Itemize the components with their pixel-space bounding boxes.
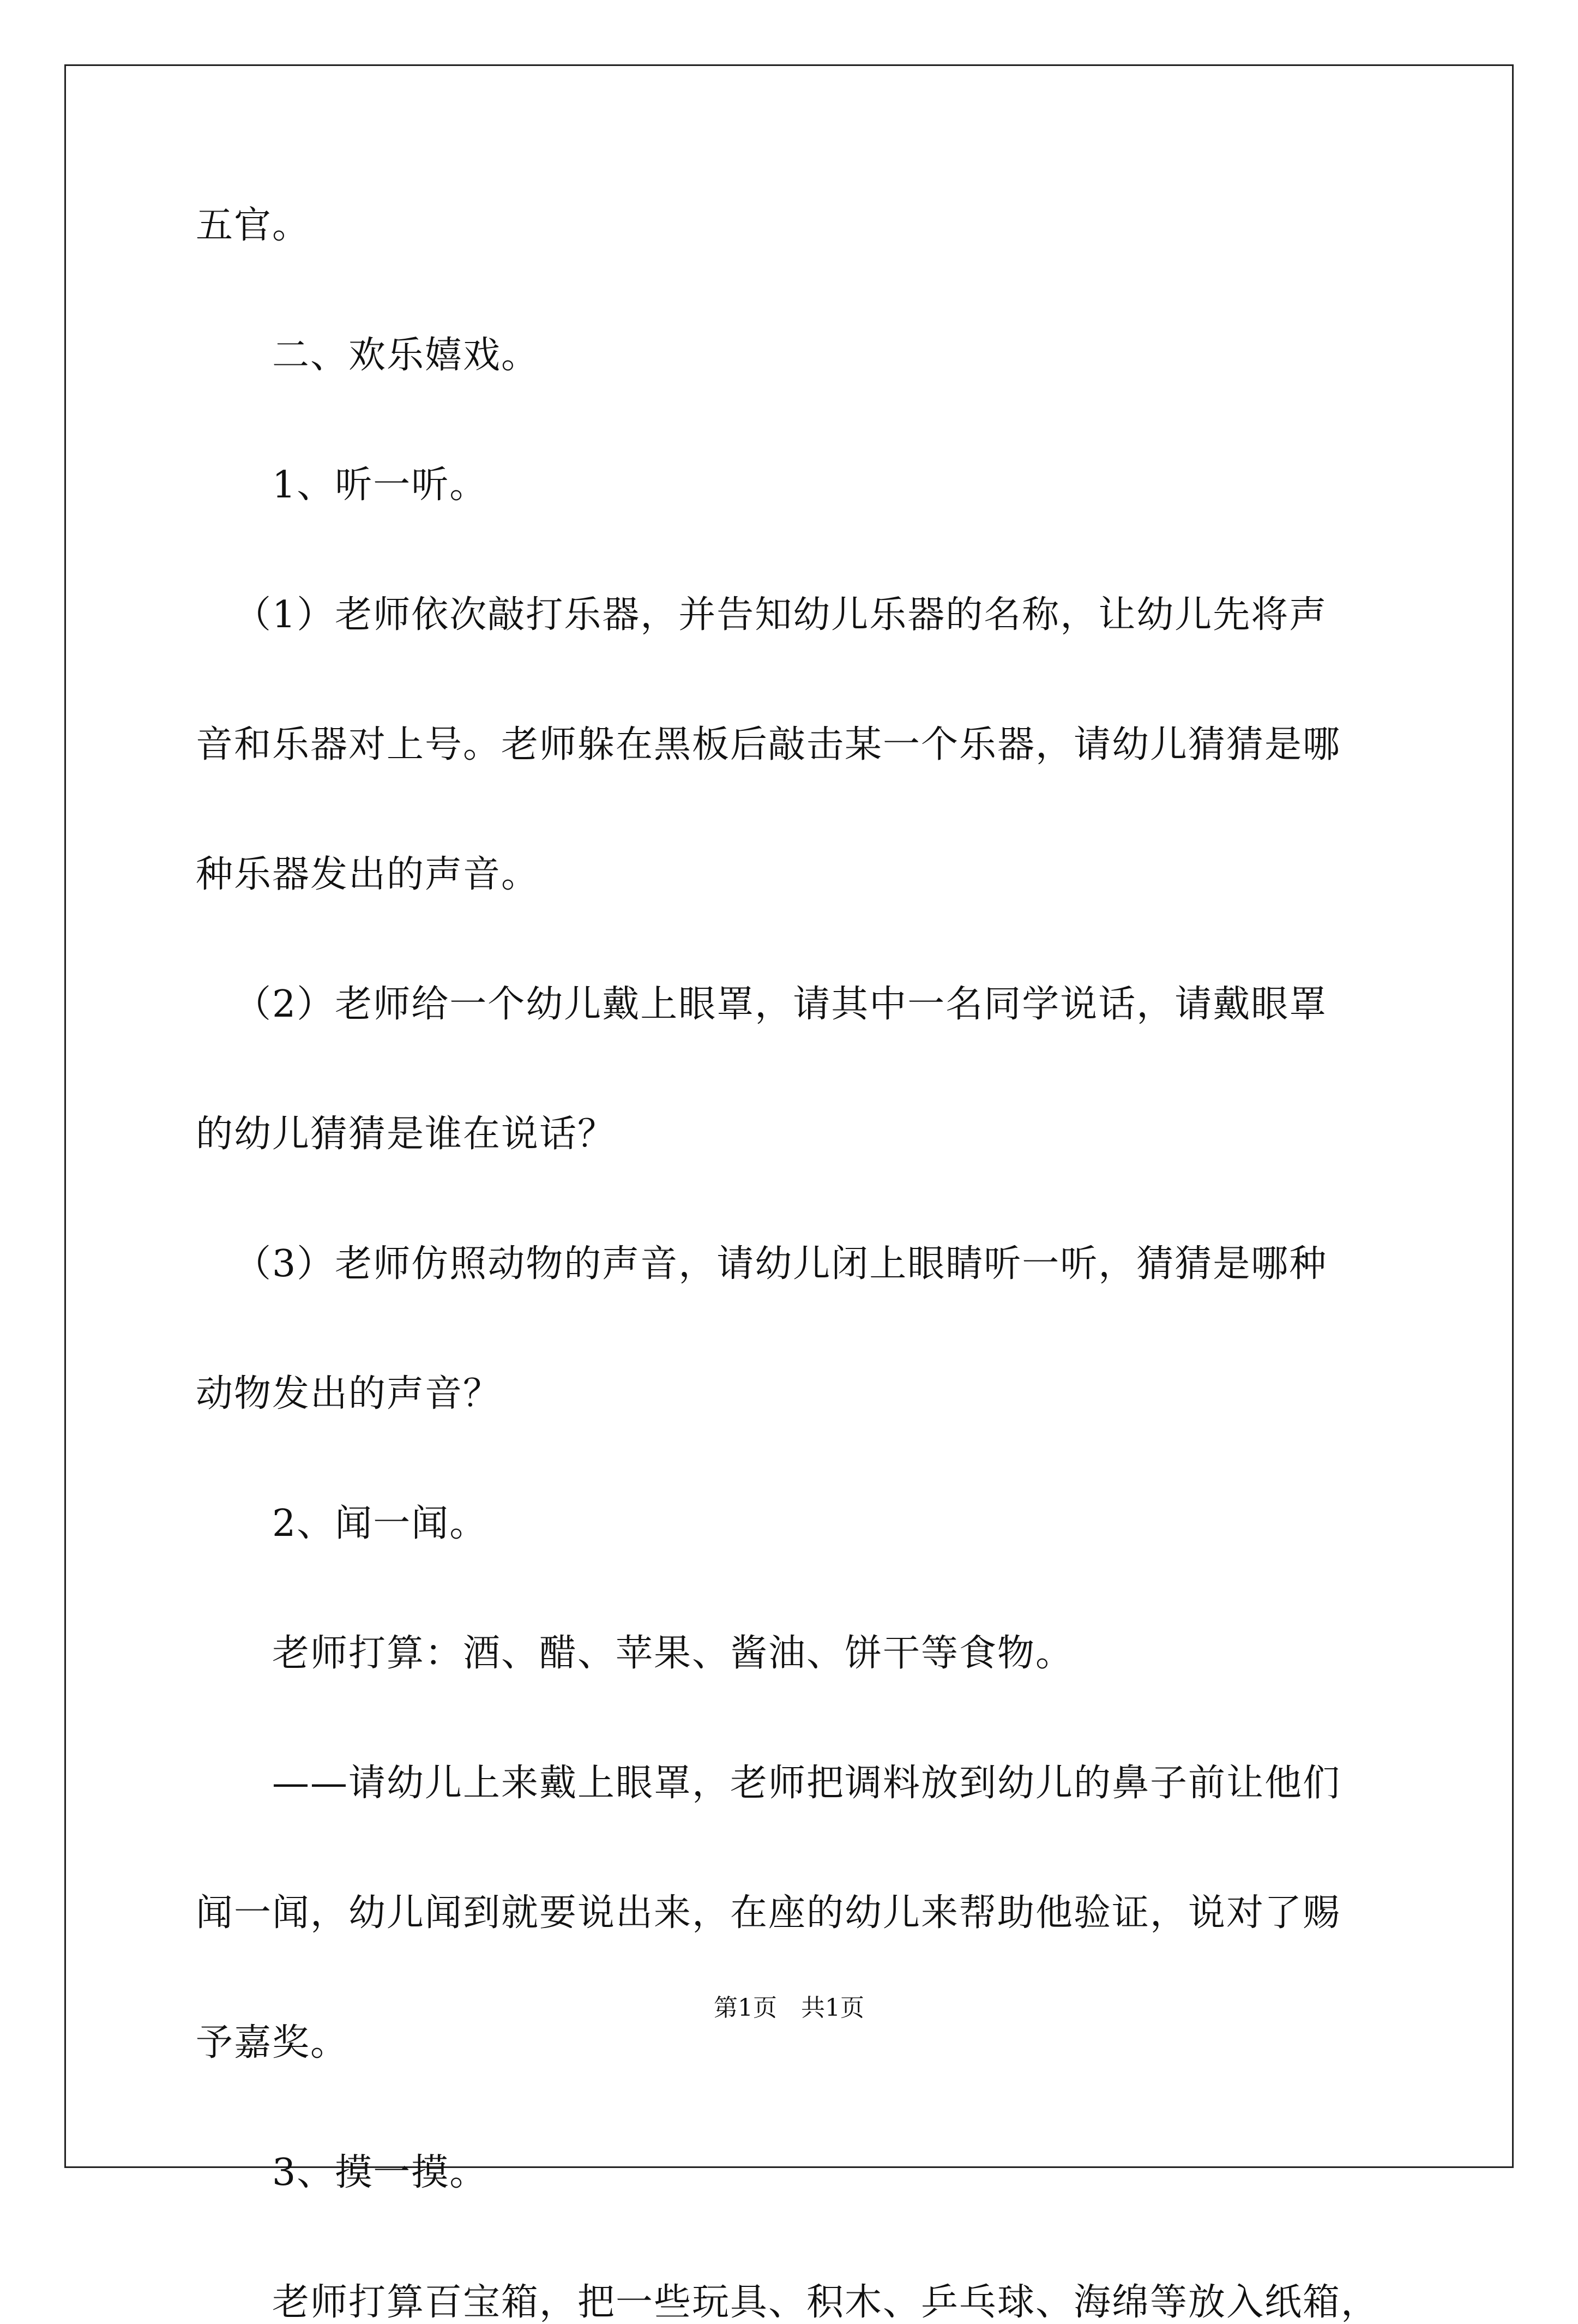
- text-line-17: 老师打算百宝箱，把一些玩具、积木、乒乓球、海绵等放入纸箱，: [272, 2281, 1380, 2324]
- text-line-13: ——请幼儿上来戴上眼罩，老师把调料放到幼儿的鼻子前让他们: [272, 1762, 1341, 1805]
- text-line-7: （2）老师给一个幼儿戴上眼罩，请其中一名同学说话，请戴眼罩: [234, 983, 1328, 1026]
- section-heading-2: 二、欢乐嬉戏。: [272, 334, 540, 377]
- subsection-heading-touch: 3、摸一摸。: [272, 2151, 488, 2194]
- text-line-1: 五官。: [196, 204, 311, 247]
- text-line-10: 动物发出的声音？: [196, 1372, 502, 1415]
- text-line-5: 音和乐器对上号。老师躲在黑板后敲击某一个乐器，请幼儿猜猜是哪: [196, 723, 1341, 766]
- subsection-heading-smell: 2、闻一闻。: [272, 1502, 488, 1545]
- text-line-9: （3）老师仿照动物的声音，请幼儿闭上眼睛听一听，猜猜是哪种: [234, 1242, 1328, 1286]
- page-footer: 第1页 共1页: [714, 1994, 864, 2022]
- text-line-14: 闻一闻，幼儿闻到就要说出来，在座的幼儿来帮助他验证，说对了赐: [196, 1891, 1341, 1935]
- subsection-heading-listen: 1、听一听。: [272, 464, 488, 507]
- text-line-4: （1）老师依次敲打乐器，并告知幼儿乐器的名称，让幼儿先将声: [234, 593, 1328, 636]
- text-line-8: 的幼儿猜猜是谁在说话？: [196, 1113, 616, 1156]
- text-line-6: 种乐器发出的声音。: [196, 853, 540, 896]
- text-line-12: 老师打算：酒、醋、苹果、酱油、饼干等食物。: [272, 1632, 1074, 1675]
- text-line-15: 予嘉奖。: [196, 2021, 349, 2064]
